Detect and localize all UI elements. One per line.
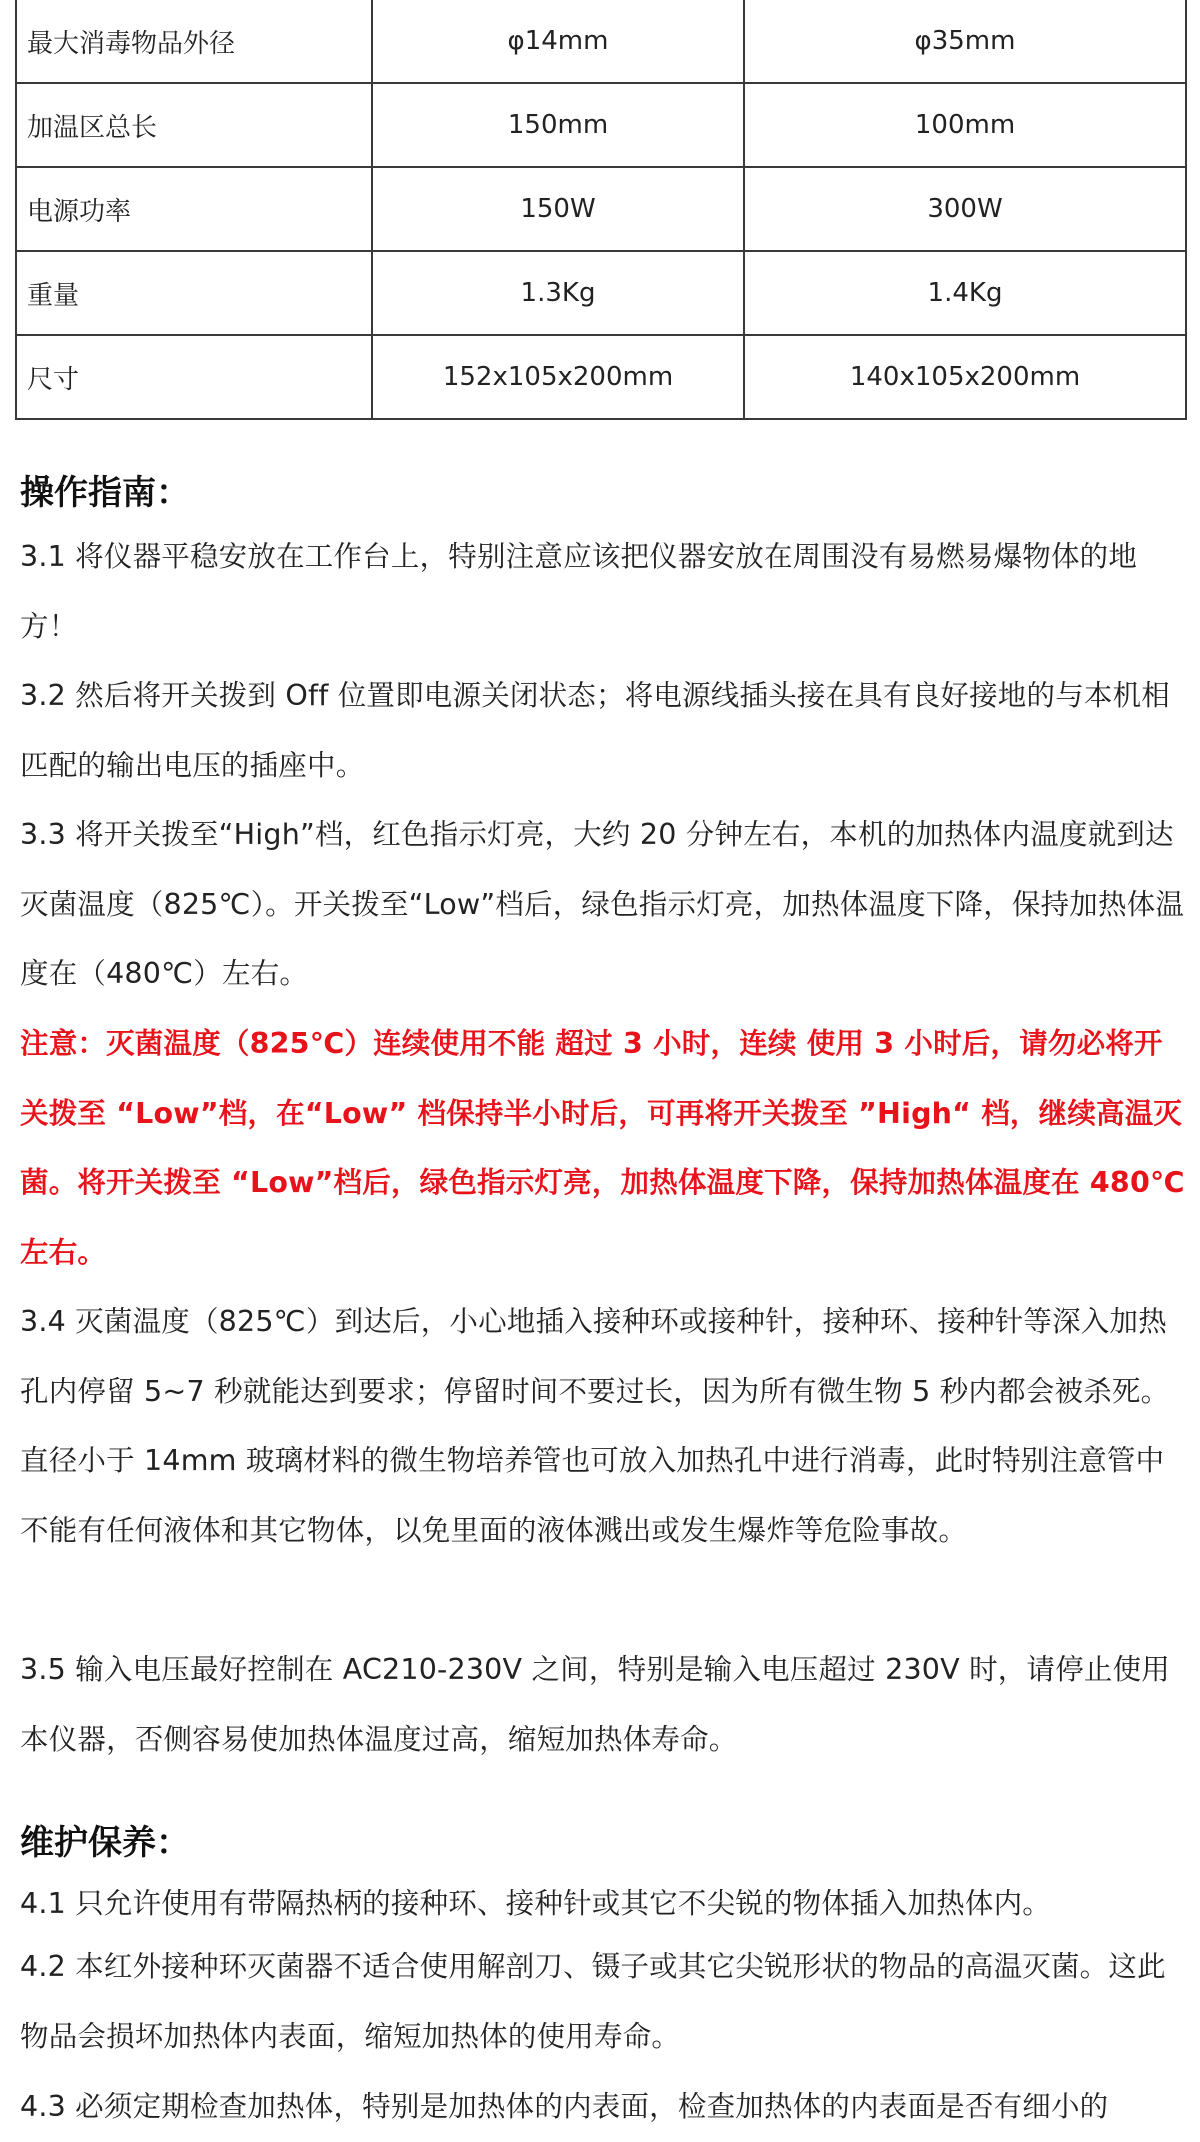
paragraph-4-2: 4.2 本红外接种环灭菌器不适合使用解剖刀、镊子或其它尖锐形状的物品的高温灭菌。这此物品会损坏加热体内表面，缩短加热体的使用寿命。: [20, 1950, 1166, 2053]
row-label: 加温区总长: [16, 83, 372, 167]
row-value-2: 100mm: [744, 83, 1186, 167]
row-value-1: 150mm: [372, 83, 744, 167]
maintenance-section-title: 维护保养：: [20, 1823, 190, 1863]
paragraph-3-5: 3.5 输入电压最好控制在 AC210-230V 之间，特别是输入电压超过 230V 时，请停止使用本仪器，否侧容易使加热体温度过高，缩短加热体寿命。: [20, 1653, 1170, 1756]
table-row: [16, 251, 1186, 335]
paragraph-3-1: 3.1 将仪器平稳安放在工作台上，特别注意应该把仪器安放在周围没有易燃易爆物体的地方！: [20, 540, 1138, 643]
row-value-1: 150W: [372, 167, 744, 251]
row-value-2: 140x105x200mm: [744, 335, 1186, 419]
operation-section-title: 操作指南：: [20, 473, 190, 513]
table-row: [16, 83, 1186, 167]
row-label: 最大消毒物品外径: [16, 0, 372, 83]
paragraph-4-1: 4.1 只允许使用有带隔热柄的接种环、接种针或其它不尖锐的物体插入加热体内。: [20, 1887, 1051, 1920]
paragraph-4-3: 4.3 必须定期检查加热体，特别是加热体的内表面，检查加热体的内表面是否有细小的: [20, 2090, 1109, 2123]
warning-notice: 注意：灭菌温度（825℃）连续使用不能 超过 3 小时，连续 使用 3 小时后，请勿必将开关拨至 “Low”档，在“Low” 档保持半小时后，可再将开关拨至 ”High“ 档，继续高温灭菌。将开关拨至 “Low”档后，绿色指示灯亮，加热体温度下降，保持加热体温度在 480℃左右。: [20, 1027, 1185, 1269]
spec-table: [15, 0, 1187, 420]
row-value-2: φ35mm: [744, 0, 1186, 83]
table-row: [16, 335, 1186, 419]
paragraph-3-2: 3.2 然后将开关拨到 Off 位置即电源关闭状态；将电源线插头接在具有良好接地的与本机相匹配的输出电压的插座中。: [20, 679, 1171, 782]
table-row: [16, 167, 1186, 251]
row-value-2: 1.4Kg: [744, 251, 1186, 335]
table-row: [16, 0, 1186, 83]
row-value-1: 1.3Kg: [372, 251, 744, 335]
row-label: 重量: [16, 251, 372, 335]
row-value-2: 300W: [744, 167, 1186, 251]
row-value-1: φ14mm: [372, 0, 744, 83]
row-label: 电源功率: [16, 167, 372, 251]
paragraph-3-4: 3.4 灭菌温度（825℃）到达后，小心地插入接种环或接种针，接种环、接种针等深入加热孔内停留 5~7 秒就能达到要求；停留时间不要过长，因为所有微生物 5 秒内都会被杀死。直径小于 14mm 玻璃材料的微生物培养管也可放入加热孔中进行消毒，此时特别注意管中不能有任何液体和其它物体，以免里面的液体溅出或发生爆炸等危险事故。: [20, 1305, 1170, 1547]
paragraph-3-3: 3.3 将开关拨至“High”档，红色指示灯亮，大约 20 分钟左右，本机的加热体内温度就到达灭菌温度（825℃）。开关拨至“Low”档后，绿色指示灯亮，加热体温度下降，保持加热体温度在（480℃）左右。: [20, 818, 1185, 990]
row-label: 尺寸: [16, 335, 372, 419]
row-value-1: 152x105x200mm: [372, 335, 744, 419]
